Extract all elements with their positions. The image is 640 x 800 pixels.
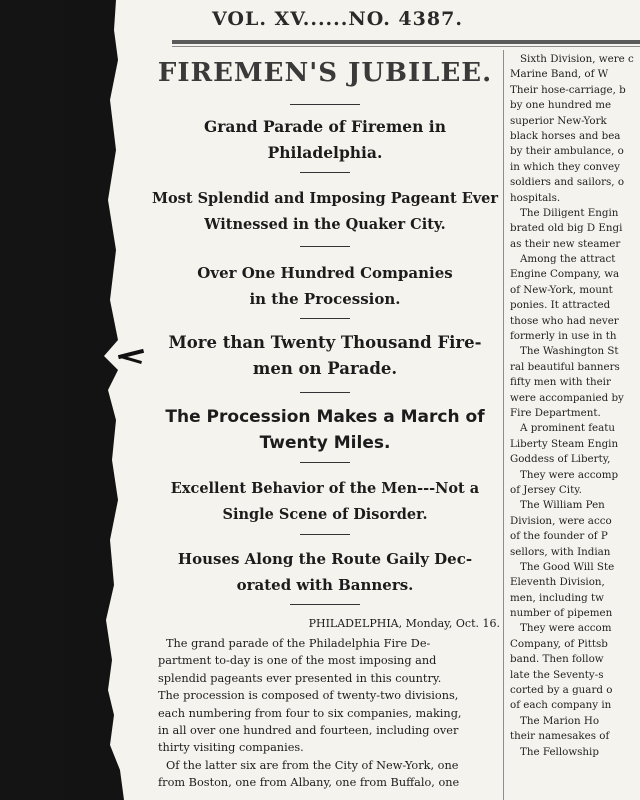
column-line: late the Seventy-s <box>510 668 604 681</box>
deck-line: Twenty Miles. <box>259 433 391 453</box>
deck-2 <box>150 186 500 238</box>
deck-rule <box>290 604 360 605</box>
column-line: The Diligent Engin <box>520 206 619 219</box>
column-line: fifty men with their <box>510 376 611 389</box>
article-headline: FIREMEN'S JUBILEE. <box>157 58 493 88</box>
column-line: men, including tw <box>510 591 604 604</box>
column-line: were accompanied by <box>510 391 624 404</box>
column-line: brated old big D Engi <box>510 222 623 235</box>
column-line: sellors, with Indian <box>510 545 611 558</box>
column-line: by their ambulance, o <box>510 145 624 158</box>
column-line: They were accom <box>520 622 612 635</box>
main-article-column <box>150 52 500 800</box>
column-line: The Washington St <box>520 345 619 358</box>
column-line: those who had never <box>510 314 619 327</box>
body-line: in all over one hundred and fourteen, including over <box>158 723 459 737</box>
column-line: Their hose-carriage, b <box>510 83 626 96</box>
column-divider <box>503 50 504 800</box>
column-line: Among the attract <box>520 253 616 266</box>
column-line: Liberty Steam Engin <box>510 437 619 450</box>
deck-5 <box>150 404 500 456</box>
column-line: black horses and bea <box>510 129 621 142</box>
masthead-rule-thin <box>172 46 640 47</box>
column-line: in which they convey <box>510 160 620 173</box>
column-line: Division, were acco <box>510 514 612 527</box>
column-line: The Good Will Ste <box>520 560 615 573</box>
column-line: band. Then follow <box>510 653 604 666</box>
column-line: ponies. It attracted <box>510 299 611 312</box>
deck-line: More than Twenty Thousand Fire- <box>168 333 482 352</box>
deck-line: Most Splendid and Imposing Pageant Ever <box>151 190 499 207</box>
column-line: Engine Company, wa <box>510 268 620 281</box>
deck-line: Over One Hundred Companies <box>197 264 453 282</box>
deck-line: Philadelphia. <box>267 143 383 162</box>
masthead-volume-number: VOL. XV......NO. 4387. <box>212 8 463 30</box>
deck-line: Witnessed in the Quaker City. <box>204 216 446 233</box>
column-line: Company, of Pittsb <box>510 637 608 650</box>
column-line: Eleventh Division, <box>510 576 605 589</box>
masthead-rule <box>172 40 640 44</box>
deck-line: Excellent Behavior of the Men---Not a <box>170 480 480 497</box>
column-line: of New-York, mount <box>510 283 613 296</box>
column-line: Sixth Division, were c <box>520 53 634 65</box>
adjacent-article-column <box>510 52 640 800</box>
column-line: their namesakes of <box>510 730 610 743</box>
column-line: Goddess of Liberty, <box>510 453 611 466</box>
deck-line: The Procession Makes a March of <box>165 407 485 427</box>
deck-rule <box>300 172 350 173</box>
column-line: soldiers and sailors, o <box>510 176 625 189</box>
body-line: splendid pageants ever presented in this country. <box>158 671 442 685</box>
column-line: Fire Department. <box>510 406 601 419</box>
deck-rule <box>290 104 360 105</box>
body-line: partment to-day is one of the most imposing and <box>158 654 437 668</box>
deck-line: orated with Banners. <box>236 576 414 594</box>
body-line: Of the latter six are from the City of New-York, one <box>166 758 459 772</box>
column-line: of the founder of P <box>510 530 608 543</box>
column-line: ral beautiful banners <box>510 360 620 373</box>
column-line: formerly in use in th <box>510 330 617 343</box>
deck-rule <box>300 534 350 535</box>
deck-1 <box>150 114 500 166</box>
column-line: number of pipemen <box>510 607 613 620</box>
column-line: as their new steamer <box>510 237 621 250</box>
deck-line: in the Procession. <box>249 290 401 308</box>
deck-4 <box>150 330 500 382</box>
column-line: A prominent featu <box>520 422 616 435</box>
column-line: of each company in <box>510 699 612 712</box>
column-line: The Marion Ho <box>520 714 600 727</box>
body-line: each numbering from four to six companies, making, <box>158 706 462 720</box>
column-line: The William Pen <box>520 499 605 512</box>
column-line: corted by a guard o <box>510 684 613 697</box>
column-line: of Jersey City. <box>510 483 582 496</box>
column-line: superior New-York <box>510 114 607 127</box>
column-line: Marine Band, of W <box>510 68 609 81</box>
column-line: by one hundred me <box>510 99 612 112</box>
deck-rule <box>300 246 350 247</box>
deck-6 <box>150 476 500 528</box>
deck-line: men on Parade. <box>252 359 398 378</box>
article-body <box>158 635 500 792</box>
column-line: They were accomp <box>520 468 619 481</box>
deck-rule <box>300 462 350 463</box>
body-line: The procession is composed of twenty-two divisions, <box>158 689 459 703</box>
deck-7 <box>150 546 500 598</box>
body-line: The grand parade of the Philadelphia Fire De- <box>166 637 431 650</box>
deck-3 <box>150 260 500 312</box>
body-line: from Boston, one from Albany, one from Buffalo, one <box>158 776 460 790</box>
dateline: PHILADELPHIA, Monday, Oct. 16. <box>308 617 500 630</box>
deck-rule <box>300 392 350 393</box>
deck-line: Single Scene of Disorder. <box>222 506 428 523</box>
body-line: thirty visiting companies. <box>158 741 304 755</box>
column-line: The Fellowship <box>520 745 599 758</box>
deck-rule <box>300 318 350 319</box>
column-line: hospitals. <box>510 191 561 204</box>
deck-line: Houses Along the Route Gaily Dec- <box>177 550 473 568</box>
deck-line: Grand Parade of Firemen in <box>204 117 446 136</box>
